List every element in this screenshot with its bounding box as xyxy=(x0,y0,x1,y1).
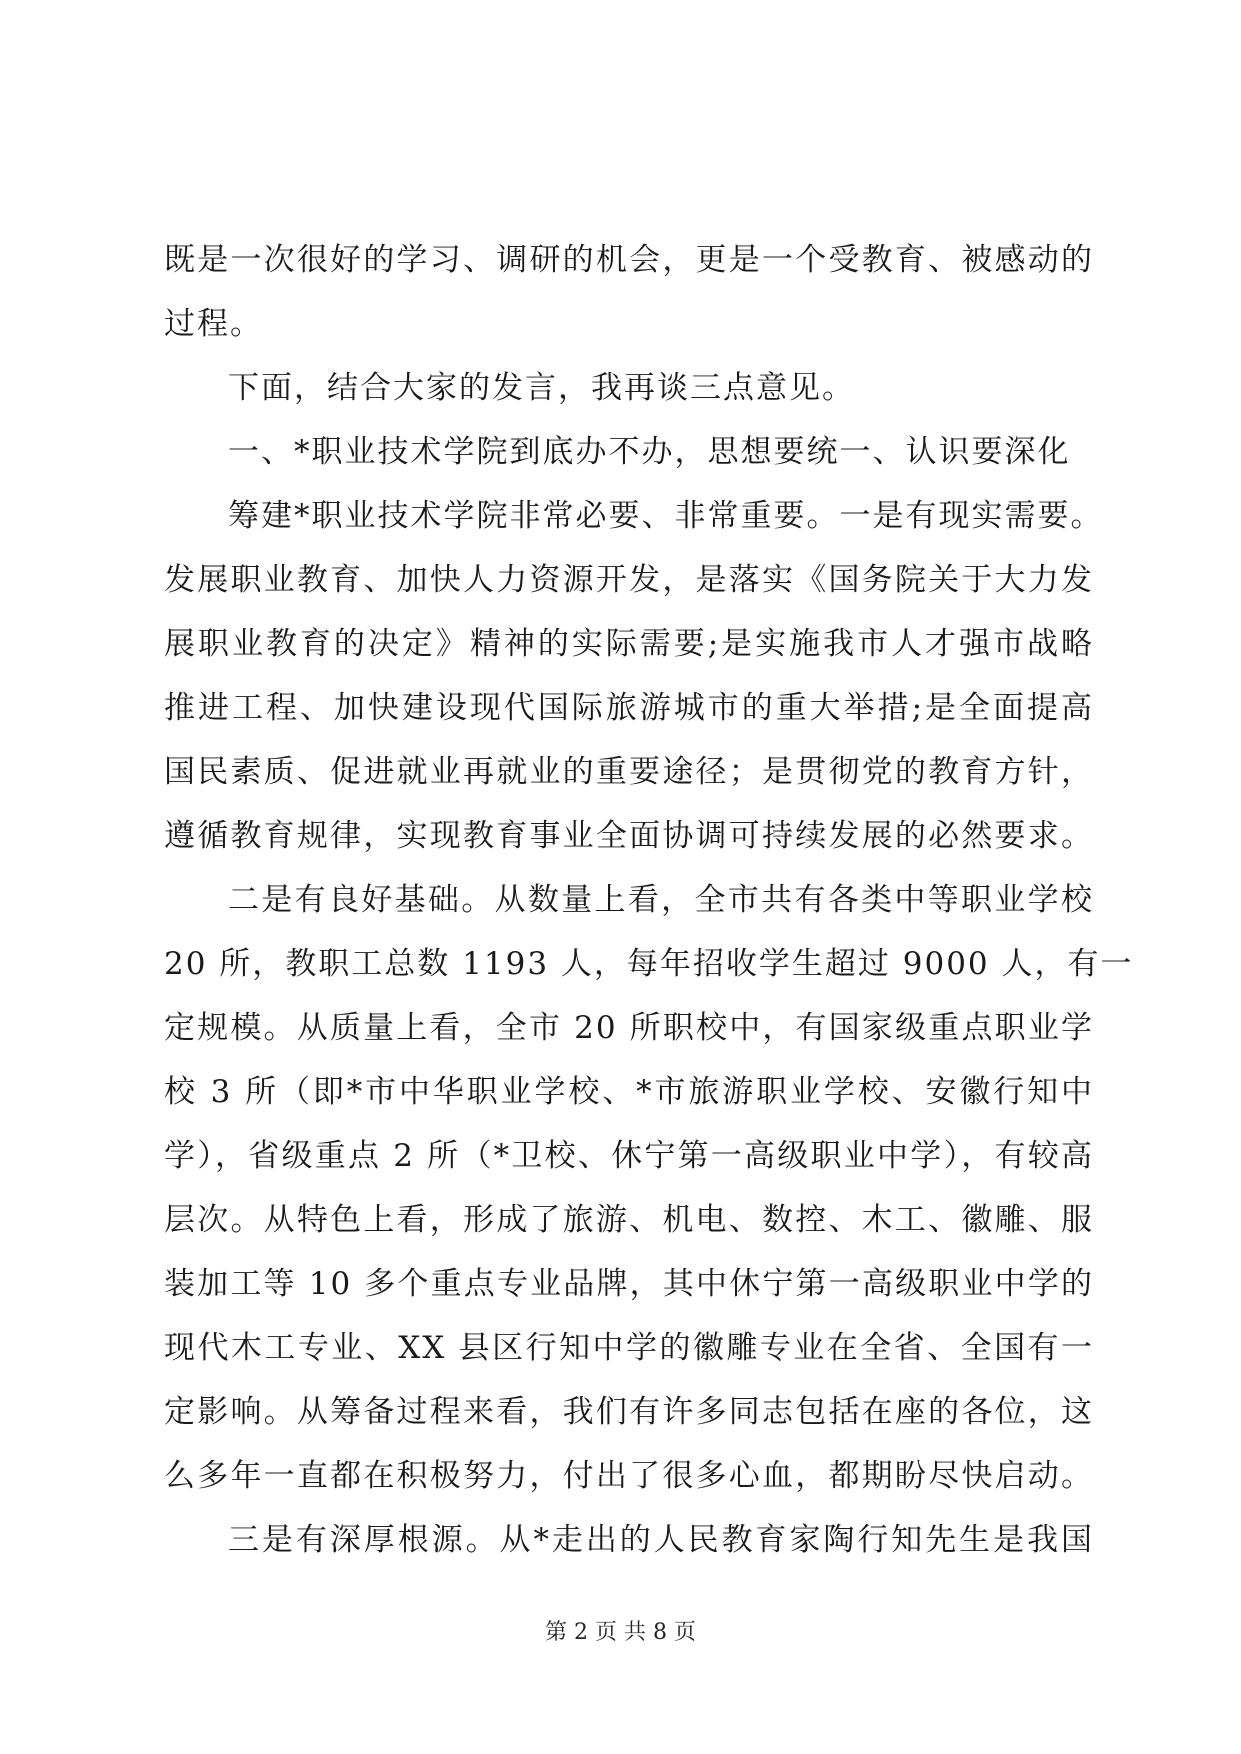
paragraph xyxy=(164,1508,1094,1572)
text-line: 下面，结合大家的发言，我再谈三点意见。 xyxy=(228,370,855,406)
text-line: 现代木工专业、XX 县区行知中学的徽雕专业在全省、全国有一 xyxy=(164,1330,1094,1366)
text-line: 过程。 xyxy=(164,306,263,342)
text-line: 装加工等 10 多个重点专业品牌，其中休宁第一高级职业中学的 xyxy=(164,1266,1094,1302)
text-line: 既是一次很好的学习、调研的机会，更是一个受教育、被感动的 xyxy=(164,242,1094,278)
text-line: 学），省级重点 2 所（*卫校、休宁第一高级职业中学），有较高 xyxy=(164,1138,1094,1174)
text-line: 筹建*职业技术学院非常必要、非常重要。一是有现实需要。 xyxy=(228,498,1104,534)
paragraph xyxy=(164,484,1104,868)
text-line: 定影响。从筹备过程来看，我们有许多同志包括在座的各位，这 xyxy=(164,1394,1094,1430)
text-line: 三是有深厚根源。从*走出的人民教育家陶行知先生是我国 xyxy=(228,1522,1094,1558)
paragraph xyxy=(164,356,1094,420)
text-line: 遵循教育规律，实现教育事业全面协调可持续发展的必然要求。 xyxy=(164,818,1094,854)
text-line: 一、*职业技术学院到底办不办，思想要统一、认识要深化 xyxy=(228,434,1071,470)
text-line: 定规模。从质量上看，全市 20 所职校中，有国家级重点职业学 xyxy=(164,1010,1094,1046)
paragraph xyxy=(164,868,1134,1508)
text-line: 么多年一直都在积极努力，付出了很多心血，都期盼尽快启动。 xyxy=(164,1458,1094,1494)
paragraph xyxy=(164,228,1094,356)
text-line: 发展职业教育、加快人力资源开发，是落实《国务院关于大力发 xyxy=(164,562,1094,598)
text-line: 二是有良好基础。从数量上看，全市共有各类中等职业学校 xyxy=(228,882,1094,918)
page-footer xyxy=(0,1618,1241,1648)
text-line: 推进工程、加快建设现代国际旅游城市的重大举措;是全面提高 xyxy=(164,690,1094,726)
page-number: 第 2 页 共 8 页 xyxy=(545,1620,696,1645)
text-line: 校 3 所（即*市中华职业学校、*市旅游职业学校、安徽行知中 xyxy=(164,1074,1094,1110)
text-line: 层次。从特色上看，形成了旅游、机电、数控、木工、徽雕、服 xyxy=(164,1202,1094,1238)
document-body xyxy=(164,228,1134,1572)
text-line: 国民素质、促进就业再就业的重要途径；是贯彻党的教育方针， xyxy=(164,754,1094,790)
text-line: 20 所，教职工总数 1193 人，每年招收学生超过 9000 人，有一 xyxy=(164,946,1134,982)
section-heading xyxy=(164,420,1094,484)
text-line: 展职业教育的决定》精神的实际需要;是实施我市人才强市战略 xyxy=(164,626,1094,662)
